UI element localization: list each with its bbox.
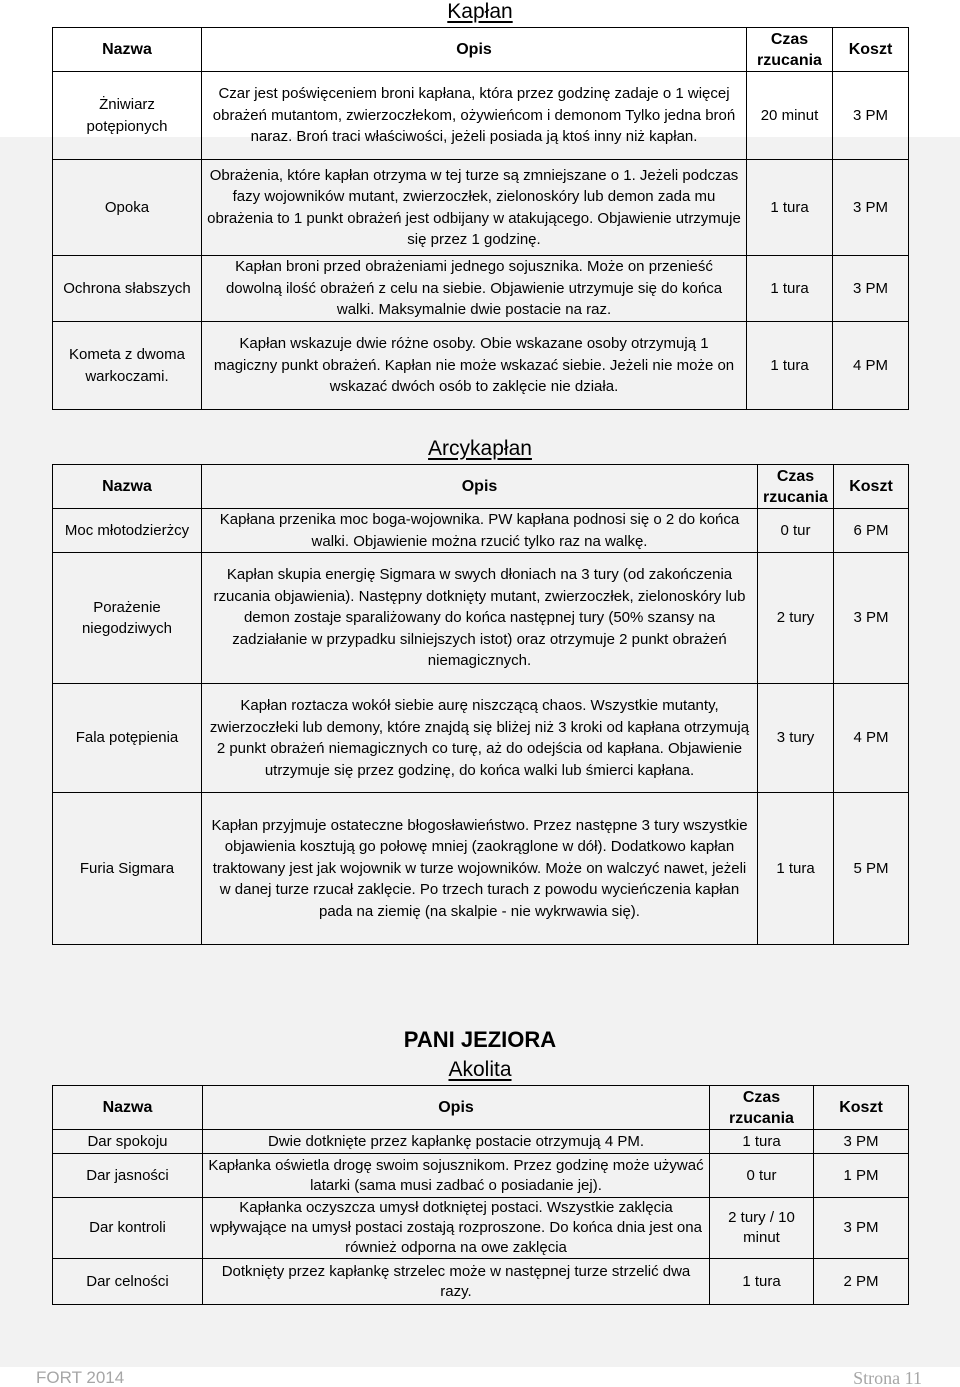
footer-left: FORT 2014 <box>36 1368 125 1387</box>
footer-page-number: Strona 11 <box>853 1368 922 1387</box>
chapter-title-pani-jeziora: PANI JEZIORA <box>403 1027 557 1052</box>
section-title-arcykaplan: Arcykapłan <box>428 437 532 460</box>
header-name: Nazwa <box>53 465 202 509</box>
table-akolita <box>52 1085 909 1305</box>
table-row <box>53 1198 909 1259</box>
spell-time: 2 tury / 10 minut <box>710 1198 814 1259</box>
header-desc: Opis <box>202 28 747 72</box>
table-row <box>53 256 909 322</box>
spell-name: Dar jasności <box>53 1154 203 1198</box>
spell-desc: Kapłan przyjmuje ostateczne błogosławieństwo. Przez następne 3 tury wszystkie objawienia kosztują go połowę mniej (zaokrąglone w dół). Dodatkowo kapłan traktowany jest jak wojownik w turze wojowników. Może on walczyć nawet, jeżeli w danej turze rzucał zaklęcie. Po trzech turach z powodu wycieńczenia kapłan pada na ziemię (na skalpie - nie wykrwawia się). <box>202 793 758 945</box>
spell-time: 1 tura <box>710 1130 814 1154</box>
spell-cost: 5 PM <box>834 793 909 945</box>
spell-cost: 3 PM <box>814 1198 909 1259</box>
table-row <box>53 509 909 553</box>
header-desc: Opis <box>203 1086 710 1130</box>
table-header-row <box>53 1086 909 1130</box>
table-row <box>53 1130 909 1154</box>
spell-desc: Kapłana przenika moc boga-wojownika. PW kapłana podnosi się o 2 do końca walki. Objawienie można rzucić tylko raz na walkę. <box>202 509 758 553</box>
spell-cost: 4 PM <box>834 684 909 793</box>
spell-time: 1 tura <box>758 793 834 945</box>
header-desc: Opis <box>202 465 758 509</box>
spell-cost: 2 PM <box>814 1259 909 1305</box>
spell-name: Opoka <box>53 160 202 256</box>
table-row <box>53 684 909 793</box>
spell-name: Dar kontroli <box>53 1198 203 1259</box>
spell-desc: Dotknięty przez kapłankę strzelec może w następnej turze strzelić dwa razy. <box>203 1259 710 1305</box>
spell-time: 0 tur <box>710 1154 814 1198</box>
table-row <box>53 1259 909 1305</box>
table-row <box>53 793 909 945</box>
spell-name: Kometa z dwoma warkoczami. <box>53 322 202 410</box>
table-header-row <box>53 28 909 72</box>
header-time: Czas rzucania <box>710 1086 814 1130</box>
spell-name: Furia Sigmara <box>53 793 202 945</box>
table-row <box>53 1154 909 1198</box>
spell-time: 1 tura <box>747 256 833 322</box>
spell-desc: Czar jest poświęceniem broni kapłana, która przez godzinę zadaje o 1 więcej obrażeń mutantom, zwierzoczłekom, ożywieńcom i demonom Tylko jedna broń naraz. Broń traci właściwości, jeżeli posiada ją ktoś inny niż kapłan. <box>202 72 747 160</box>
spell-cost: 1 PM <box>814 1154 909 1198</box>
spell-cost: 3 PM <box>833 256 909 322</box>
spell-name: Ochrona słabszych <box>53 256 202 322</box>
spell-desc: Kapłan wskazuje dwie różne osoby. Obie wskazane osoby otrzymują 1 magiczny punkt obrażeń. Kapłan nie może wskazać siebie. Jeżeli nie może on wskazać dwóch osób to zaklęcie nie działa. <box>202 322 747 410</box>
spell-name: Żniwiarz potępionych <box>53 72 202 160</box>
spell-desc: Kapłanka oczyszcza umysł dotkniętej postaci. Wszystkie zaklęcia wpływające na umysł postaci zostają rozproszone. Do końca dnia jest ona również odporna na owe zaklęcia <box>203 1198 710 1259</box>
spell-desc: Kapłan roztacza wokół siebie aurę niszczącą chaos. Wszystkie mutanty, zwierzoczłeki lub demony, które znajdą się bliżej niż 3 kroki od kapłana otrzymują 2 punkt obrażeń niemagicznych co turę, aż do odejścia od kapłana. Objawienie utrzymuje się przez godzinę, do końca walki lub śmierci kapłana. <box>202 684 758 793</box>
spell-time: 3 tury <box>758 684 834 793</box>
spell-time: 2 tury <box>758 553 834 684</box>
header-time: Czas rzucania <box>758 465 834 509</box>
spell-desc: Kapłanka oświetla drogę swoim sojusznikom. Przez godzinę może używać latarki (sama musi zadbać o posiadanie jej). <box>203 1154 710 1198</box>
spell-cost: 3 PM <box>814 1130 909 1154</box>
spell-name: Porażenie niegodziwych <box>53 553 202 684</box>
spell-desc: Obrażenia, które kapłan otrzyma w tej turze są zmniejszane o 1. Jeżeli podczas fazy wojowników mutant, zwierzoczłek, zielonoskóry lub demon zada mu obrażenia to 1 punkt obrażeń jest odbijany w atakującego. Objawienie utrzymuje się przez 1 godzinę. <box>202 160 747 256</box>
header-cost: Koszt <box>814 1086 909 1130</box>
section-title-kaplan: Kapłan <box>447 0 513 23</box>
table-row <box>53 322 909 410</box>
header-time: Czas rzucania <box>747 28 833 72</box>
spell-cost: 3 PM <box>834 553 909 684</box>
spell-name: Fala potępienia <box>53 684 202 793</box>
table-row <box>53 160 909 256</box>
header-name: Nazwa <box>53 1086 203 1130</box>
spell-time: 0 tur <box>758 509 834 553</box>
header-cost: Koszt <box>834 465 909 509</box>
spell-time: 1 tura <box>747 160 833 256</box>
spell-desc: Kapłan skupia energię Sigmara w swych dłoniach na 3 tury (od zakończenia rzucania objawienia). Następny dotknięty mutant, zwierzoczłek, zielonoskóry lub demon zostaje sparaliżowany do końca następnej tury (50% szansy na zadziałanie w przypadku silniejszych istot) oraz otrzymuje 2 punkt obrażeń niemagicznych. <box>202 553 758 684</box>
spell-cost: 3 PM <box>833 72 909 160</box>
spell-time: 1 tura <box>710 1259 814 1305</box>
spell-name: Dar celności <box>53 1259 203 1305</box>
spell-time: 1 tura <box>747 322 833 410</box>
table-arcykaplan <box>52 464 909 945</box>
table-row <box>53 553 909 684</box>
section-title-akolita: Akolita <box>448 1058 512 1081</box>
header-name: Nazwa <box>53 28 202 72</box>
table-header-row <box>53 465 909 509</box>
spell-cost: 6 PM <box>834 509 909 553</box>
spell-name: Dar spokoju <box>53 1130 203 1154</box>
header-cost: Koszt <box>833 28 909 72</box>
spell-cost: 4 PM <box>833 322 909 410</box>
spell-desc: Kapłan broni przed obrażeniami jednego sojusznika. Może on przenieść dowolną ilość obrażeń z celu na siebie. Objawienie utrzymuje się do końca walki. Maksymalnie dwie postacie na raz. <box>202 256 747 322</box>
spell-cost: 3 PM <box>833 160 909 256</box>
spell-name: Moc młotodzierżcy <box>53 509 202 553</box>
table-kaplan <box>52 27 909 410</box>
spell-time: 20 minut <box>747 72 833 160</box>
spell-desc: Dwie dotknięte przez kapłankę postacie otrzymują 4 PM. <box>203 1130 710 1154</box>
table-row <box>53 72 909 160</box>
